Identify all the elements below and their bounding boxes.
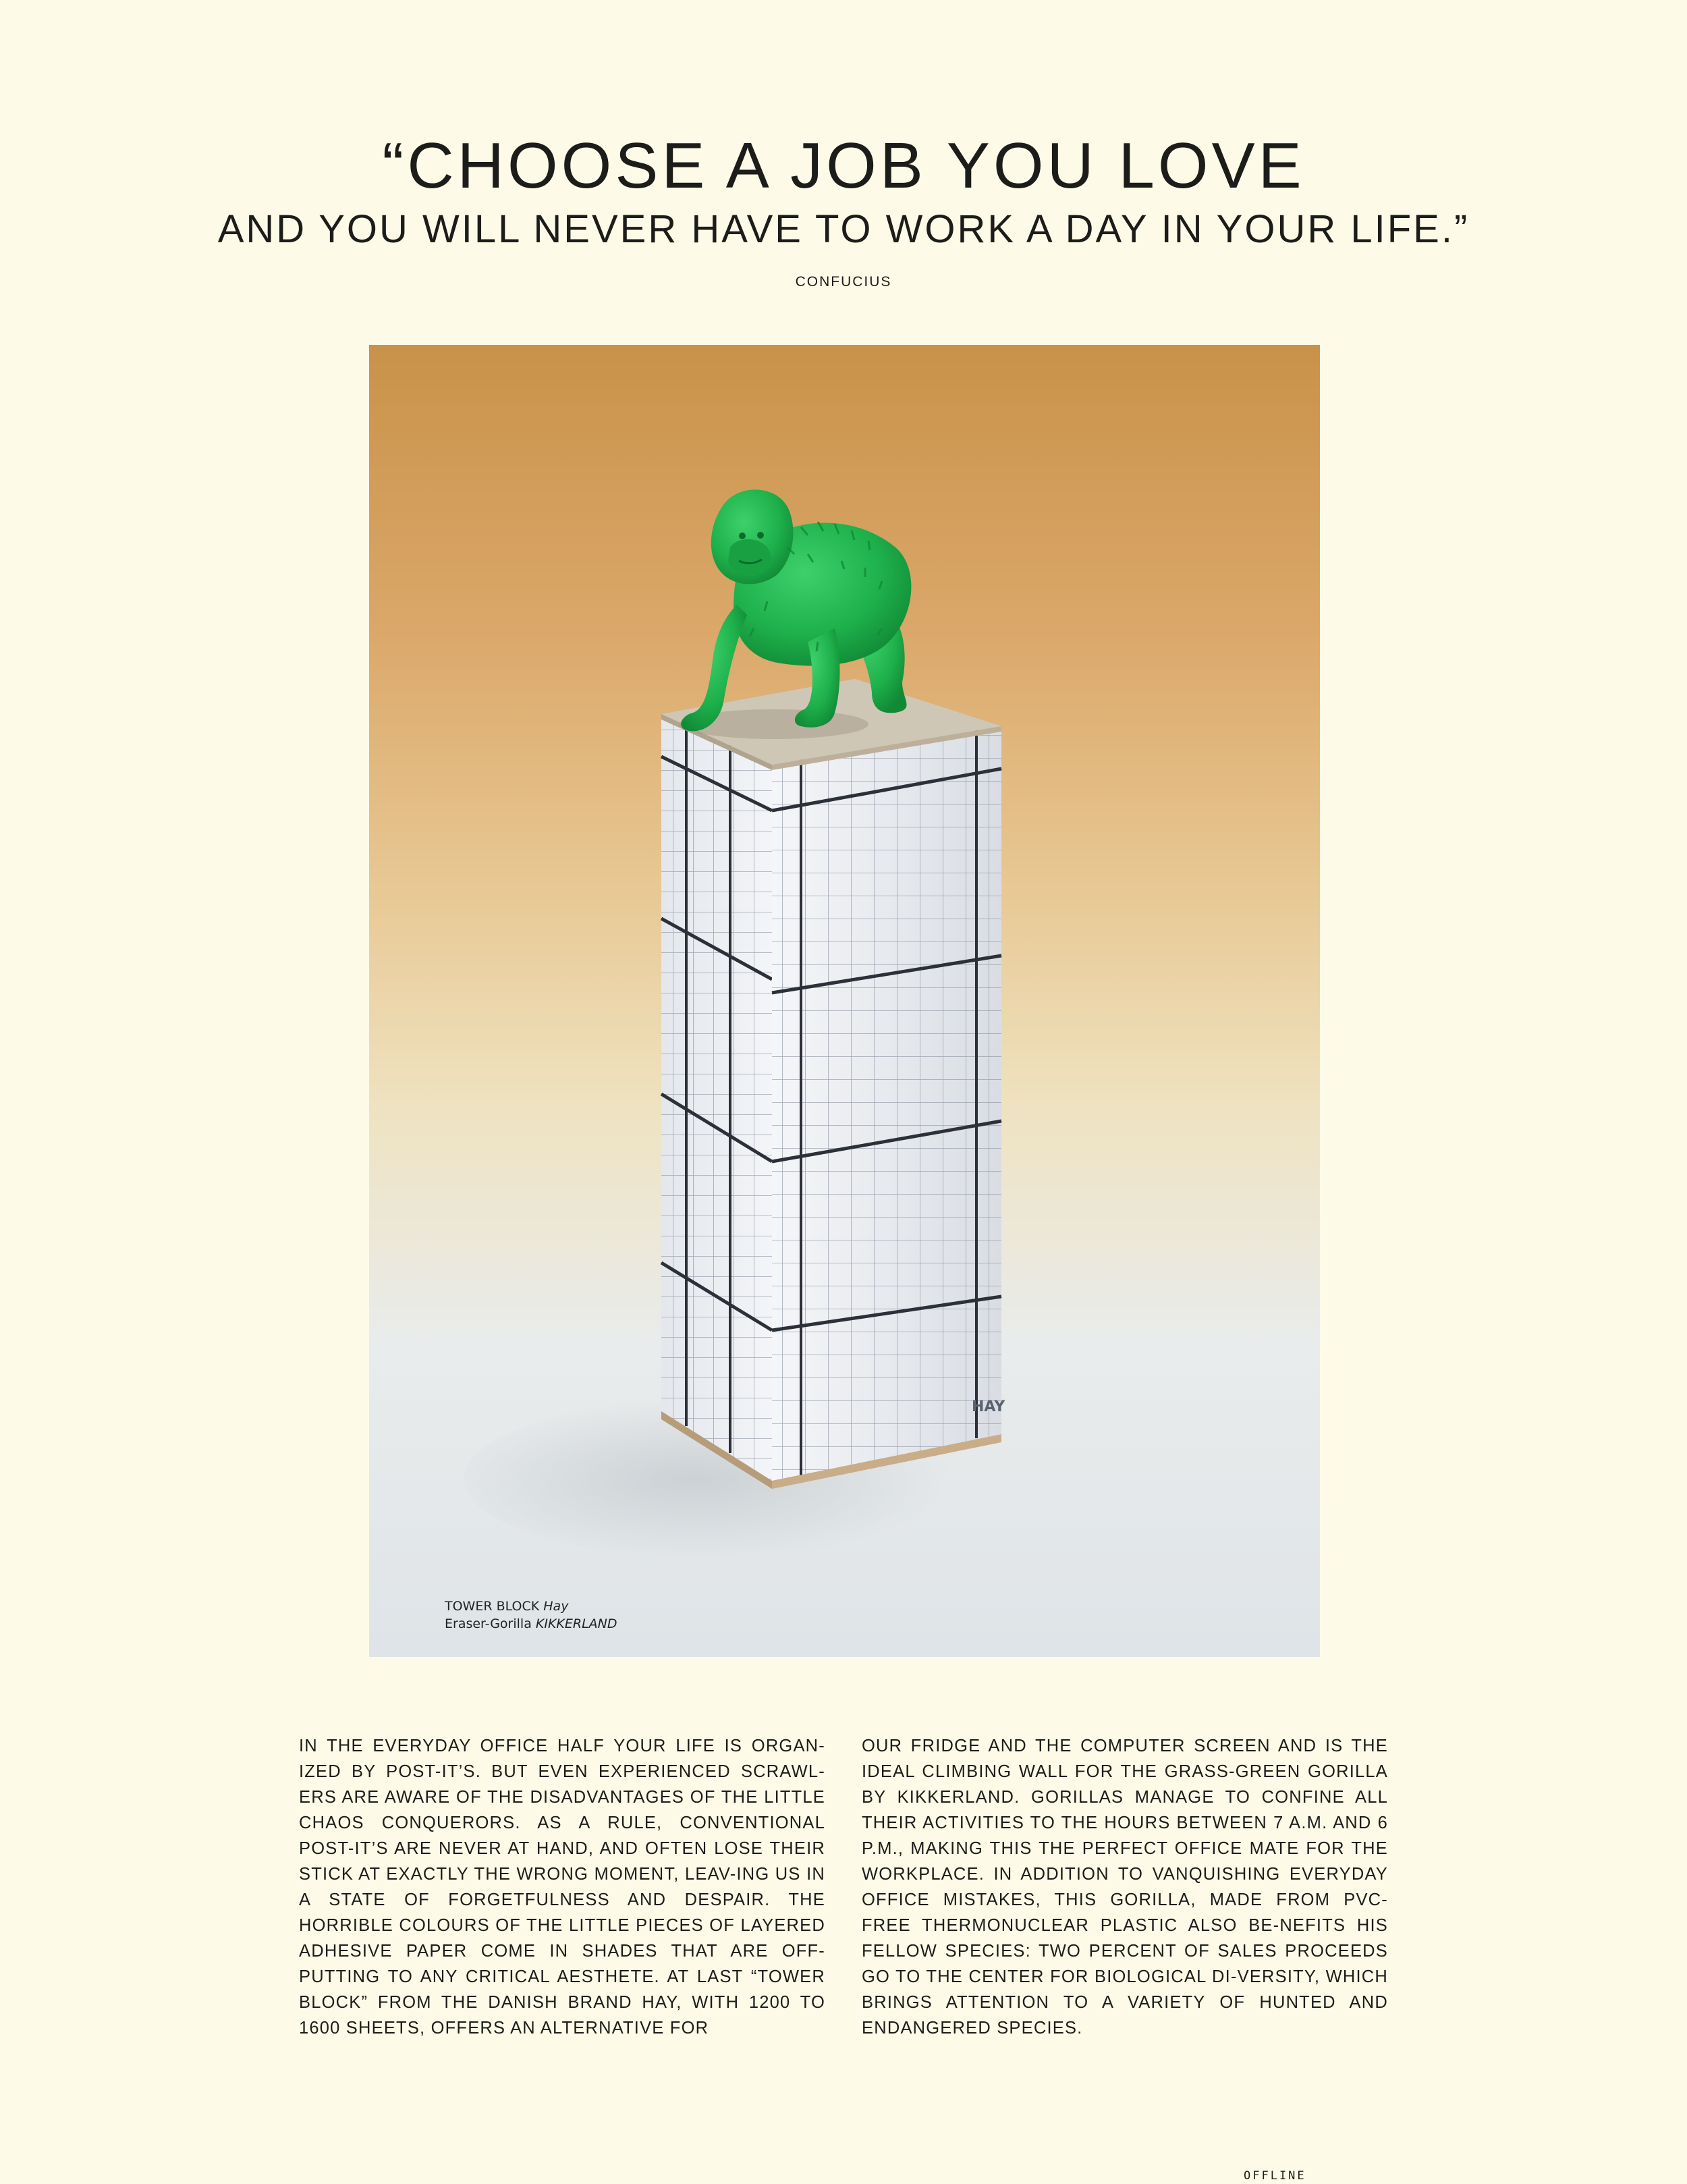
article-column-right: OUR FRIDGE AND THE COMPUTER SCREEN AND IS THE IDEAL CLIMBING WALL FOR THE GRASS-GREEN GORILLA BY KIKKERLAND. GORILLAS MANAGE TO CONFINE ALL THEIR ACTIVITIES TO THE HOURS BETWEEN 7 A.M. AND 6 P.M., MAKING THIS THE PERFECT OFFICE MATE FOR THE WORKPLACE. IN ADDITION TO VANQUISHING EVERYDAY OFFICE MISTAKES, THIS GORILLA, MADE FROM PVC-FREE THERMONUCLEAR PLASTIC ALSO BE-NEFITS HIS FELLOW SPECIES: TWO PERCENT OF SALES PROCEEDS GO TO THE CENTER FOR BIOLOGICAL DI-VERSITY, WHICH BRINGS ATTENTION TO A VARIETY OF HUNTED AND ENDANGERED SPECIES. [862, 1737, 1388, 2038]
product-photo [369, 345, 1320, 1657]
section-footer-label: OFFLINE [1244, 2169, 1306, 2183]
quote-line-2: AND YOU WILL NEVER HAVE TO WORK A DAY IN YOUR LIFE.” [217, 207, 1470, 251]
box-brand-mark: HAY [972, 1398, 1005, 1415]
quote-line-1: “CHOOSE A JOB YOU LOVE [382, 130, 1305, 202]
caption-line-1: TOWER BLOCK Hay [445, 1599, 569, 1614]
photo-caption [445, 1598, 617, 1633]
quote-author: CONFUCIUS [795, 274, 892, 290]
caption-line-2: Eraser-Gorilla KIKKERLAND [445, 1616, 617, 1631]
article-column-left: IN THE EVERYDAY OFFICE HALF YOUR LIFE IS ORGAN-IZED BY POST-IT’S. BUT EVEN EXPERIENCED SCRAWL-ERS ARE AWARE OF THE DISADVANTAGES OF THE LITTLE CHAOS CONQUERORS. AS A RULE, CONVENTIONAL POST-IT’S ARE NEVER AT HAND, AND OFTEN LOSE THEIR STICK AT EXACTLY THE WRONG MOMENT, LEAV-ING US IN A STATE OF FORGETFULNESS AND DESPAIR. THE HORRIBLE COLOURS OF THE LITTLE PIECES OF LAYERED ADHESIVE PAPER COME IN SHADES THAT ARE OFF-PUTTING TO ANY CRITICAL AESTHETE. AT LAST “TOWER BLOCK” FROM THE DANISH BRAND HAY, WITH 1200 TO 1600 SHEETS, OFFERS AN ALTERNATIVE FOR [299, 1737, 825, 2038]
product-photo-illustration [369, 345, 1320, 1657]
